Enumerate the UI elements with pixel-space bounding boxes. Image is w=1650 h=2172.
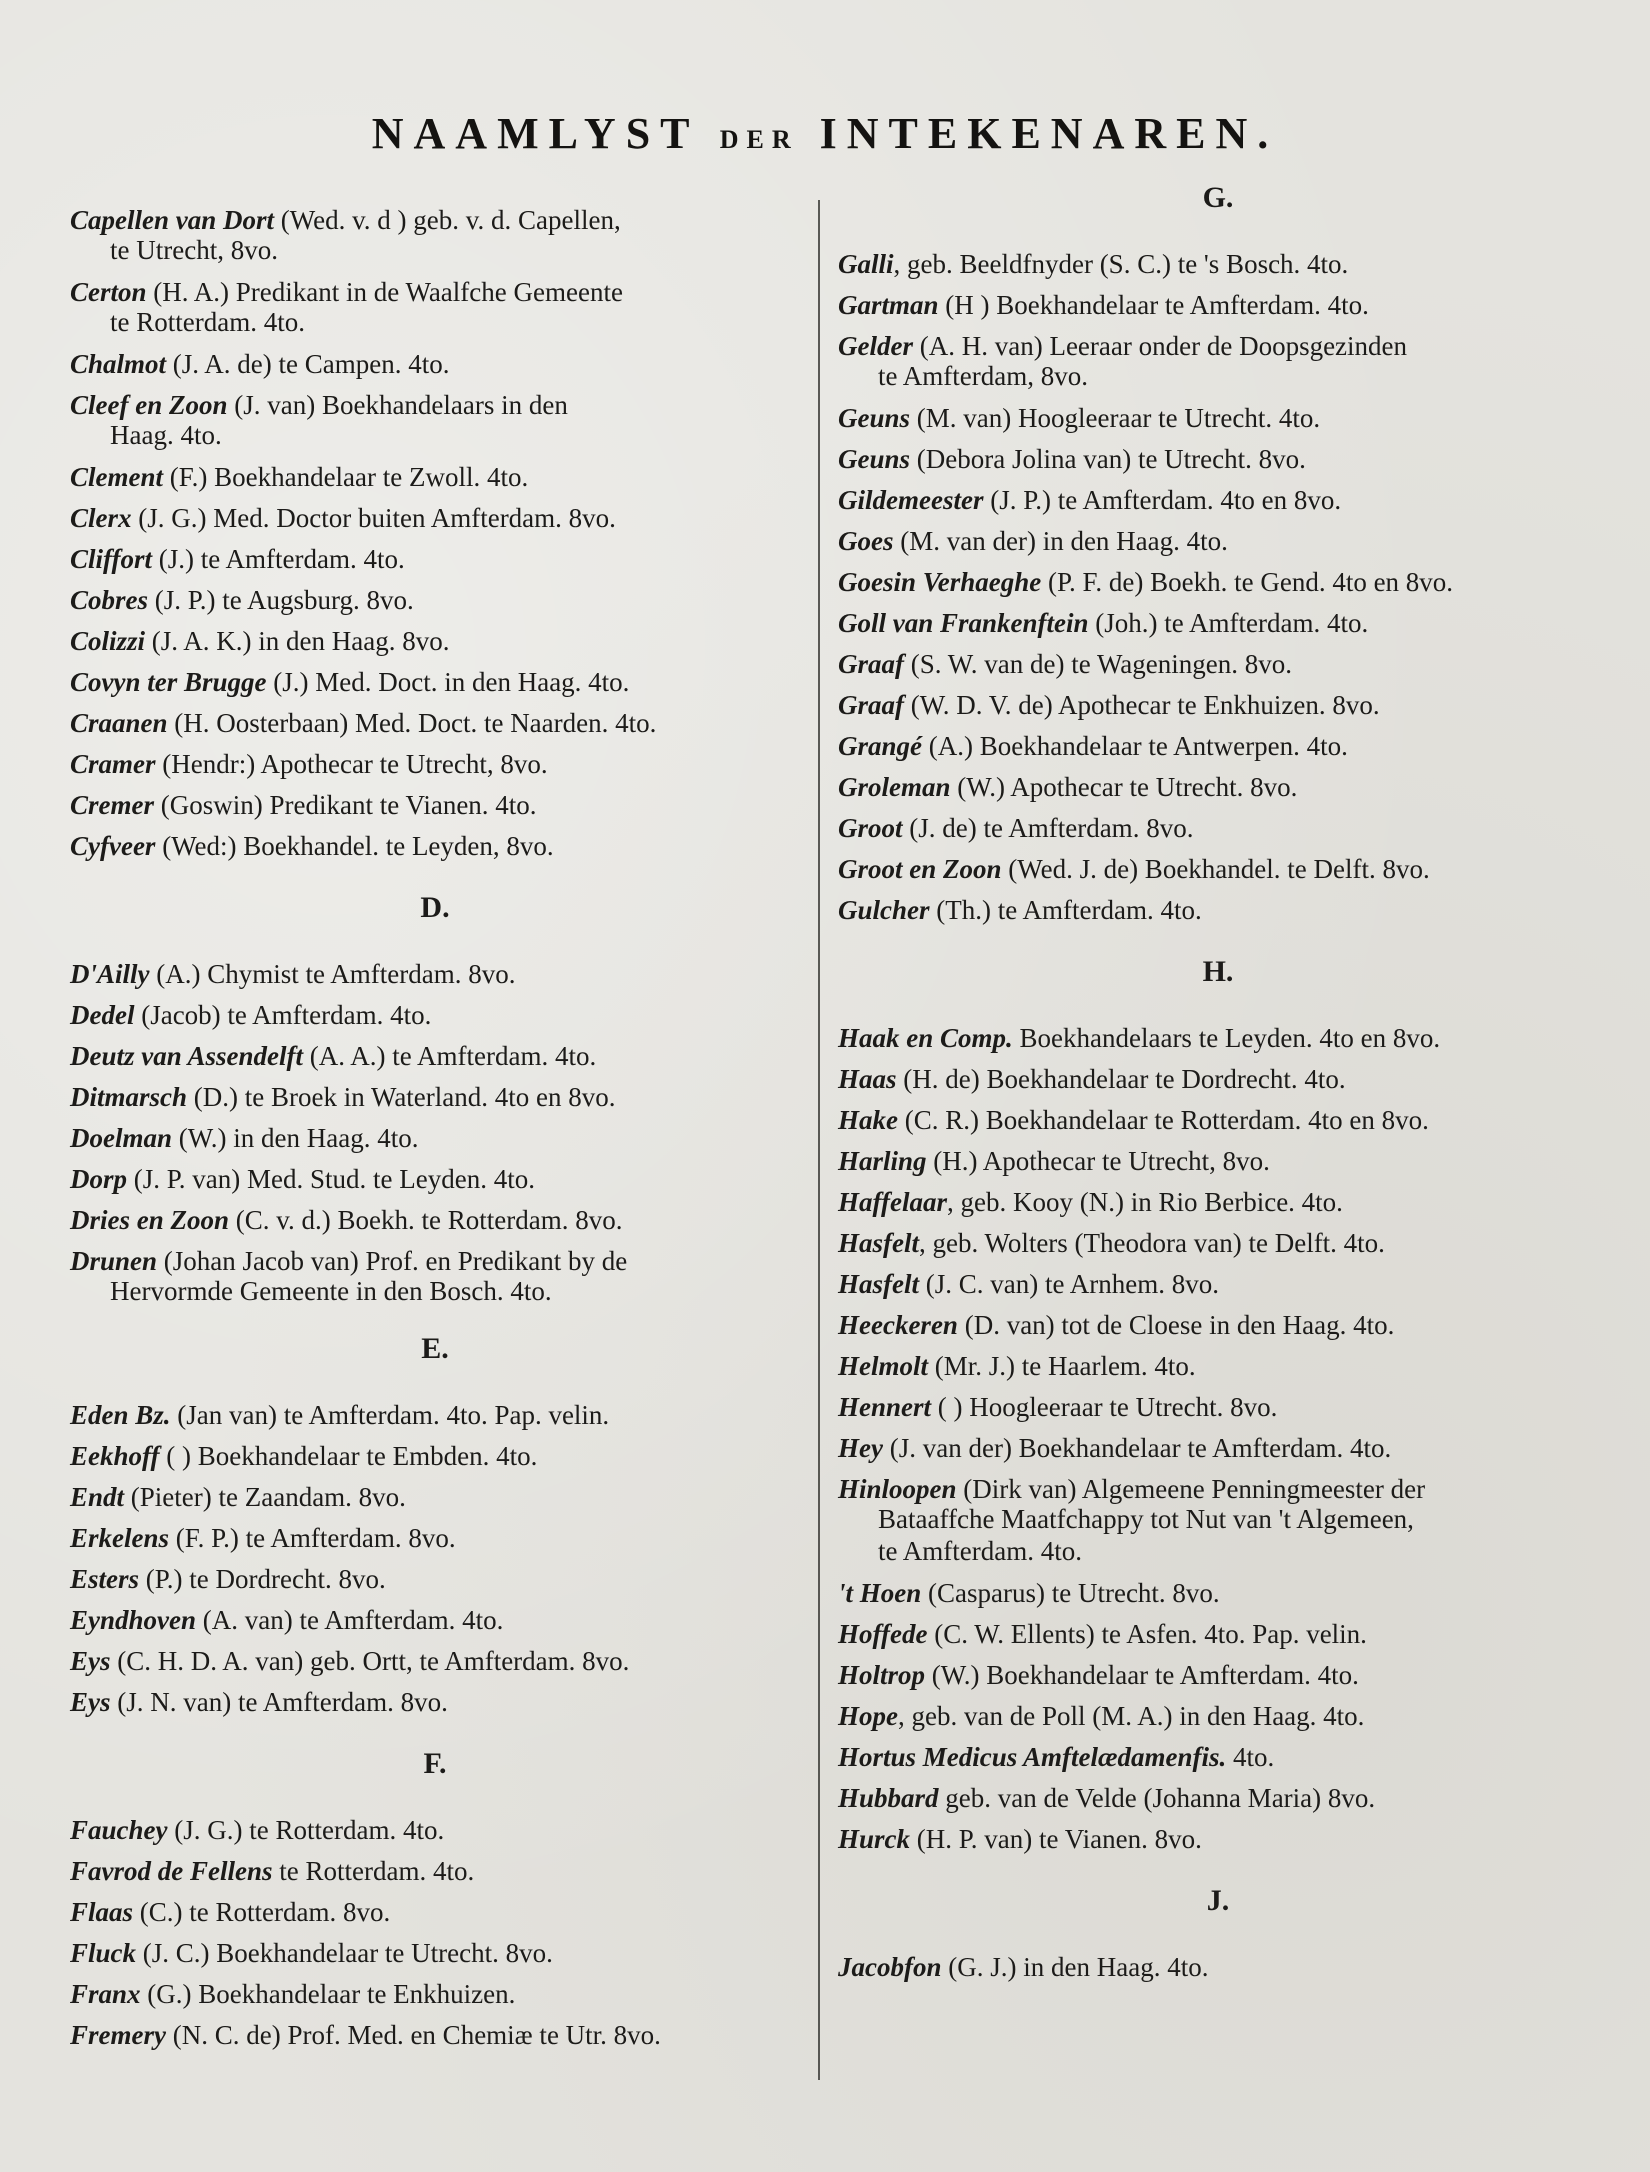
subscriber-name: Eden Bz. [70,1400,171,1430]
subscriber-details: (P. F. de) Boekh. te Gend. 4to en 8vo. [1041,567,1454,597]
subscriber-details: (J. C.) Boekhandelaar te Utrecht. 8vo. [136,1938,553,1968]
subscriber-details: (A. A.) te Amfterdam. 4to. [303,1041,597,1071]
list-item [838,562,1598,602]
list-item [70,498,800,538]
list-item [838,1387,1598,1427]
subscriber-name: Esters [70,1564,140,1594]
subscriber-name: Eys [70,1646,111,1676]
subscriber-name: Hope [838,1701,898,1731]
list-item [70,744,800,784]
subscriber-details: ( ) Hoogleeraar te Utrecht. 8vo. [931,1392,1278,1422]
title-part-1: NAAMLYST [371,109,699,158]
subscriber-details: (A.) Boekhandelaar te Antwerpen. 4to. [922,731,1348,761]
list-item [70,1974,800,2014]
subscriber-details: (H ) Boekhandelaar te Amfterdam. 4to. [938,290,1369,320]
subscriber-name: Harling [838,1146,927,1176]
list-item [838,1778,1598,1818]
list-item [838,1182,1598,1222]
subscriber-name: Goes [838,526,894,556]
subscriber-details: , geb. Kooy (N.) in Rio Berbice. 4to. [947,1187,1343,1217]
list-item [838,726,1598,766]
subscriber-name: Hasfelt [838,1269,919,1299]
subscriber-details: (H. A.) Predikant in de Waalfche Gemeente [146,277,623,307]
list-item [70,785,800,825]
list-item [70,1892,800,1932]
subscriber-details: (Casparus) te Utrecht. 8vo. [921,1578,1220,1608]
subscriber-details: (A. H. van) Leeraar onder de Doopsgezinden [912,331,1408,361]
list-item [70,385,800,451]
subscriber-details: (F.) Boekhandelaar te Zwoll. 4to. [163,462,529,492]
list-item [70,1159,800,1199]
continuation-line: te Amfterdam, 8vo. [878,361,1088,391]
subscriber-name: Gildemeester [838,485,984,515]
list-item [70,1036,800,1076]
subscriber-name: Gulcher [838,895,930,925]
right-column [838,181,1598,1988]
subscriber-name: Hortus Medicus Amftelædamenfis. [838,1742,1227,1772]
subscriber-name: 't Hoen [838,1578,922,1608]
list-item [70,580,800,620]
subscriber-details: (H. de) Boekhandelaar te Dordrecht. 4to. [896,1064,1346,1094]
subscriber-details: (M. van der) in den Haag. 4to. [893,526,1228,556]
subscriber-name: Franx [70,1979,141,2009]
subscriber-details: (D.) te Broek in Waterland. 4to en 8vo. [187,1082,616,1112]
subscriber-name: D'Ailly [70,959,150,989]
list-item [70,662,800,702]
subscriber-name: Heeckeren [838,1310,958,1340]
list-item [70,1436,800,1476]
list-item [70,826,800,866]
list-item [70,1851,800,1891]
section-letter: D. [420,891,450,924]
list-item [70,200,800,266]
subscriber-name: Haas [838,1064,897,1094]
title-part-3: INTEKENAREN. [819,109,1279,158]
subscriber-details: (W.) in den Haag. 4to. [172,1123,419,1153]
list-item [70,954,800,994]
subscriber-details: (A. van) te Amfterdam. 4to. [196,1605,504,1635]
list-item [70,1933,800,1973]
subscriber-details: (J. P.) te Augsburg. 8vo. [148,585,414,615]
list-item [838,521,1598,561]
list-item [838,1100,1598,1140]
list-item [838,480,1598,520]
list-item [70,539,800,579]
subscriber-details: (N. C. de) Prof. Med. en Chemiæ te Utr. 8vo. [165,2020,661,2050]
subscriber-name: Eyndhoven [70,1605,197,1635]
list-item [838,1141,1598,1181]
subscriber-details: (P.) te Dordrecht. 8vo. [139,1564,386,1594]
subscriber-details: (J. de) te Amfterdam. 8vo. [902,813,1194,843]
subscriber-name: Grangé [838,731,923,761]
list-item [838,1305,1598,1345]
subscriber-name: Gartman [838,290,939,320]
subscriber-details: (Debora Jolina van) te Utrecht. 8vo. [910,444,1306,474]
subscriber-name: Graaf [838,690,904,720]
subscriber-name: Fremery [70,2020,166,2050]
continuation-line: Hervormde Gemeente in den Bosch. 4to. [110,1276,552,1306]
subscriber-details: (G.) Boekhandelaar te Enkhuizen. [140,1979,516,2009]
continuation-line: te Amfterdam. 4to. [878,1536,1082,1566]
subscriber-details: (J. van) Boekhandelaars in den [227,390,568,420]
subscriber-name: Flaas [70,1897,134,1927]
subscriber-name: Hoffede [838,1619,928,1649]
subscriber-name: Endt [70,1482,125,1512]
subscriber-name: Goesin Verhaeghe [838,567,1042,597]
subscriber-details: (J. P. van) Med. Stud. te Leyden. 4to. [127,1164,535,1194]
subscriber-name: Jacobfon [838,1952,942,1982]
subscriber-name: Favrod de Fellens [70,1856,273,1886]
subscriber-name: Cobres [70,585,149,615]
continuation-line: te Utrecht, 8vo. [110,235,278,265]
subscriber-details: (C. v. d.) Boekh. te Rotterdam. 8vo. [229,1205,623,1235]
subscriber-name: Hubbard [838,1783,939,1813]
section-letter: H. [1202,955,1234,988]
subscriber-name: Clerx [70,503,132,533]
list-item [838,685,1598,725]
list-item [838,1428,1598,1468]
subscriber-name: Fauchey [70,1815,168,1845]
subscriber-details: (C. H. D. A. van) geb. Ortt, te Amfterdam. 8vo. [110,1646,630,1676]
list-item [838,1469,1598,1567]
subscriber-name: Eys [70,1687,111,1717]
list-item [70,703,800,743]
subscriber-details: 4to. [1226,1742,1275,1772]
list-item [838,603,1598,643]
list-item [70,1518,800,1558]
subscriber-name: Capellen van Dort [70,205,275,235]
list-item [838,1737,1598,1777]
subscriber-details: (J. A. de) te Campen. 4to. [166,349,450,379]
list-item [70,344,800,384]
subscriber-details: (Mr. J.) te Haarlem. 4to. [928,1351,1196,1381]
subscriber-name: Cliffort [70,544,153,574]
subscriber-details: (J. N. van) te Amfterdam. 8vo. [110,1687,448,1717]
subscriber-details: (J. van der) Boekhandelaar te Amfterdam. 4to. [882,1433,1392,1463]
subscriber-details: (Pieter) te Zaandam. 8vo. [124,1482,406,1512]
subscriber-details: , geb. Wolters (Theodora van) te Delft. 4to. [919,1228,1385,1258]
list-item [70,621,800,661]
subscriber-name: Geuns [838,403,911,433]
subscriber-name: Hurck [838,1824,911,1854]
list-item [838,1614,1598,1654]
list-item [838,1018,1598,1058]
subscriber-name: Cramer [70,749,156,779]
continuation-line: Haag. 4to. [110,420,222,450]
subscriber-name: Chalmot [70,349,167,379]
subscriber-details: (J. C. van) te Arnhem. 8vo. [919,1269,1219,1299]
list-item [838,890,1598,930]
subscriber-details: (W.) Apothecar te Utrecht. 8vo. [950,772,1298,802]
subscriber-details: (C.) te Rotterdam. 8vo. [133,1897,391,1927]
subscriber-name: Haak en Comp. [838,1023,1013,1053]
page-title [0,108,1650,159]
list-item [70,1395,800,1435]
subscriber-name: Galli [838,249,894,279]
subscriber-details: (Jacob) te Amfterdam. 4to. [134,1000,432,1030]
list-item [70,2015,800,2055]
subscriber-name: Cleef en Zoon [70,390,228,420]
subscriber-name: Drunen [70,1246,158,1276]
subscriber-details: (J. P.) te Amfterdam. 4to en 8vo. [983,485,1342,515]
subscriber-details: (S. W. van de) te Wageningen. 8vo. [904,649,1293,679]
list-item [70,1600,800,1640]
subscriber-name: Craanen [70,708,168,738]
list-item [838,849,1598,889]
column-divider [818,200,820,2080]
list-item [838,1346,1598,1386]
subscriber-name: Geuns [838,444,911,474]
subscriber-name: Dries en Zoon [70,1205,230,1235]
subscriber-name: Groot en Zoon [838,854,1002,884]
subscriber-details: (J. G.) te Rotterdam. 4to. [167,1815,445,1845]
list-item [70,995,800,1035]
subscriber-details: (H. P. van) te Vianen. 8vo. [910,1824,1202,1854]
subscriber-details: (Wed:) Boekhandel. te Leyden, 8vo. [155,831,554,861]
list-item [838,244,1598,284]
subscriber-details: (D. van) tot de Cloese in den Haag. 4to. [957,1310,1395,1340]
continuation-line: Bataaffche Maatfchappy tot Nut van 't Algemeen, [878,1504,1414,1534]
list-item [70,1682,800,1722]
subscriber-details: (W. D. V. de) Apothecar te Enkhuizen. 8vo. [904,690,1380,720]
subscriber-name: Certon [70,277,147,307]
list-item [70,457,800,497]
subscriber-details: (Hendr:) Apothecar te Utrecht, 8vo. [155,749,548,779]
section-letter: E. [421,1332,449,1365]
subscriber-details: te Rotterdam. 4to. [272,1856,475,1886]
list-item [70,1559,800,1599]
list-item [838,1819,1598,1859]
subscriber-details: (Johan Jacob van) Prof. en Predikant by de [157,1246,628,1276]
subscriber-name: Cyfveer [70,831,156,861]
subscriber-details: (J. A. K.) in den Haag. 8vo. [145,626,450,656]
subscriber-details: (Wed. J. de) Boekhandel. te Delft. 8vo. [1001,854,1430,884]
subscriber-details: (H. Oosterbaan) Med. Doct. te Naarden. 4to. [167,708,657,738]
subscriber-name: Groleman [838,772,951,802]
subscriber-details: (J. G.) Med. Doctor buiten Amfterdam. 8vo. [131,503,616,533]
subscriber-name: Dedel [70,1000,135,1030]
list-item [70,272,800,338]
list-item [838,1947,1598,1987]
subscriber-details: Boekhandelaars te Leyden. 4to en 8vo. [1012,1023,1441,1053]
subscriber-name: Covyn ter Brugge [70,667,267,697]
section-letter: F. [423,1747,447,1780]
subscriber-name: Haffelaar [838,1187,947,1217]
subscriber-details: (G. J.) in den Haag. 4to. [941,1952,1209,1982]
subscriber-name: Clement [70,462,163,492]
list-item [70,1118,800,1158]
list-item [70,1641,800,1681]
left-column [70,200,800,2056]
subscriber-name: Holtrop [838,1660,926,1690]
list-item [838,1264,1598,1304]
list-item [838,767,1598,807]
subscriber-name: Fluck [70,1938,137,1968]
list-item [838,285,1598,325]
title-part-2: DER [719,125,799,154]
subscriber-details: , geb. Beeldfnyder (S. C.) te 's Bosch. 4to. [893,249,1349,279]
subscriber-details: ( ) Boekhandelaar te Embden. 4to. [159,1441,538,1471]
subscriber-name: Erkelens [70,1523,170,1553]
subscriber-details: (F. P.) te Amfterdam. 8vo. [169,1523,456,1553]
subscriber-details: (Goswin) Predikant te Vianen. 4to. [154,790,537,820]
subscriber-name: Hennert [838,1392,932,1422]
subscriber-name: Deutz van Assendelft [70,1041,304,1071]
subscriber-name: Gelder [838,331,913,361]
subscriber-name: Cremer [70,790,154,820]
list-item [838,1223,1598,1263]
subscriber-details: (J.) Med. Doct. in den Haag. 4to. [266,667,630,697]
subscriber-name: Hey [838,1433,883,1463]
subscriber-details: (M. van) Hoogleeraar te Utrecht. 4to. [910,403,1321,433]
section-letter: J. [1206,1884,1230,1917]
list-item [838,439,1598,479]
list-item [838,398,1598,438]
subscriber-name: Hasfelt [838,1228,919,1258]
subscriber-details: (C. R.) Boekhandelaar te Rotterdam. 4to en 8vo. [898,1105,1429,1135]
list-item [70,1241,800,1307]
list-item [70,1810,800,1850]
list-item [838,1573,1598,1613]
subscriber-name: Colizzi [70,626,146,656]
list-item [838,1655,1598,1695]
subscriber-details: (C. W. Ellents) te Asfen. 4to. Pap. velin. [927,1619,1367,1649]
subscriber-details: (Joh.) te Amfterdam. 4to. [1088,608,1369,638]
subscriber-details: (Jan van) te Amfterdam. 4to. Pap. velin. [170,1400,610,1430]
subscriber-details: (J.) te Amfterdam. 4to. [152,544,405,574]
subscriber-details: , geb. van de Poll (M. A.) in den Haag. 4to. [898,1701,1365,1731]
list-item [70,1200,800,1240]
subscriber-details: (Th.) te Amfterdam. 4to. [929,895,1202,925]
subscriber-details: (A.) Chymist te Amfterdam. 8vo. [149,959,516,989]
subscriber-name: Ditmarsch [70,1082,188,1112]
subscriber-name: Hake [838,1105,898,1135]
list-item [838,1059,1598,1099]
subscriber-name: Helmolt [838,1351,928,1381]
subscriber-details: (W.) Boekhandelaar te Amfterdam. 4to. [925,1660,1359,1690]
continuation-line: te Rotterdam. 4to. [110,307,305,337]
subscriber-name: Graaf [838,649,904,679]
section-letter: G. [1202,181,1234,214]
subscriber-details: (H.) Apothecar te Utrecht, 8vo. [926,1146,1270,1176]
subscriber-details: (Wed. v. d ) geb. v. d. Capellen, [274,205,621,235]
subscriber-details: geb. van de Velde (Johanna Maria) 8vo. [938,1783,1376,1813]
subscriber-name: Doelman [70,1123,173,1153]
subscriber-name: Groot [838,813,903,843]
list-item [838,326,1598,392]
list-item [838,1696,1598,1736]
subscriber-name: Eekhoff [70,1441,160,1471]
subscriber-name: Dorp [70,1164,128,1194]
subscriber-name: Hinloopen [838,1474,957,1504]
subscriber-details: (Dirk van) Algemeene Penningmeester der [956,1474,1426,1504]
list-item [70,1077,800,1117]
list-item [70,1477,800,1517]
subscriber-name: Goll van Frankenftein [838,608,1089,638]
list-item [838,808,1598,848]
list-item [838,644,1598,684]
